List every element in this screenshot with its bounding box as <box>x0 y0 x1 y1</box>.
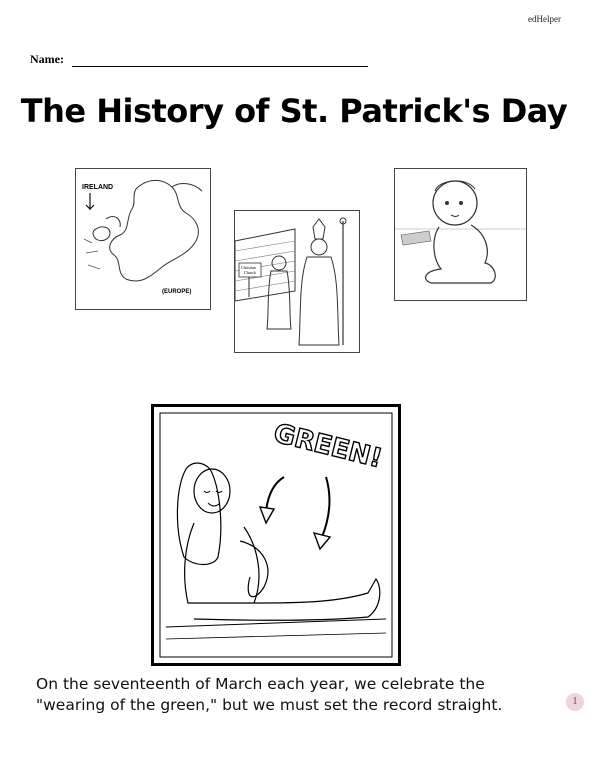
brand-label: edHelper <box>528 14 561 24</box>
sign-text-2: Church <box>244 270 256 275</box>
caption-line-1: On the seventeenth of March each year, we celebrate the <box>36 675 485 693</box>
sign-text-1: Christian <box>241 265 256 270</box>
baby-illustration <box>394 168 527 301</box>
caption-line-2: "wearing of the green," but we must set the record straight. <box>36 696 503 714</box>
page-title: The History of St. Patrick's Day <box>20 92 568 130</box>
saint-patrick-illustration <box>234 210 360 353</box>
name-blank-line[interactable] <box>72 54 368 67</box>
girl-wearing-green-illustration <box>151 404 401 666</box>
name-label: Name: <box>30 52 64 66</box>
caption-text <box>36 674 536 716</box>
green-banner-text: GREEN! <box>270 418 386 475</box>
europe-map-illustration <box>75 168 211 310</box>
map-label-ireland: IRELAND <box>82 184 114 191</box>
map-label-europe: (EUROPE) <box>162 289 192 295</box>
page-number-badge: 1 <box>566 693 584 711</box>
name-field-row <box>30 52 368 67</box>
